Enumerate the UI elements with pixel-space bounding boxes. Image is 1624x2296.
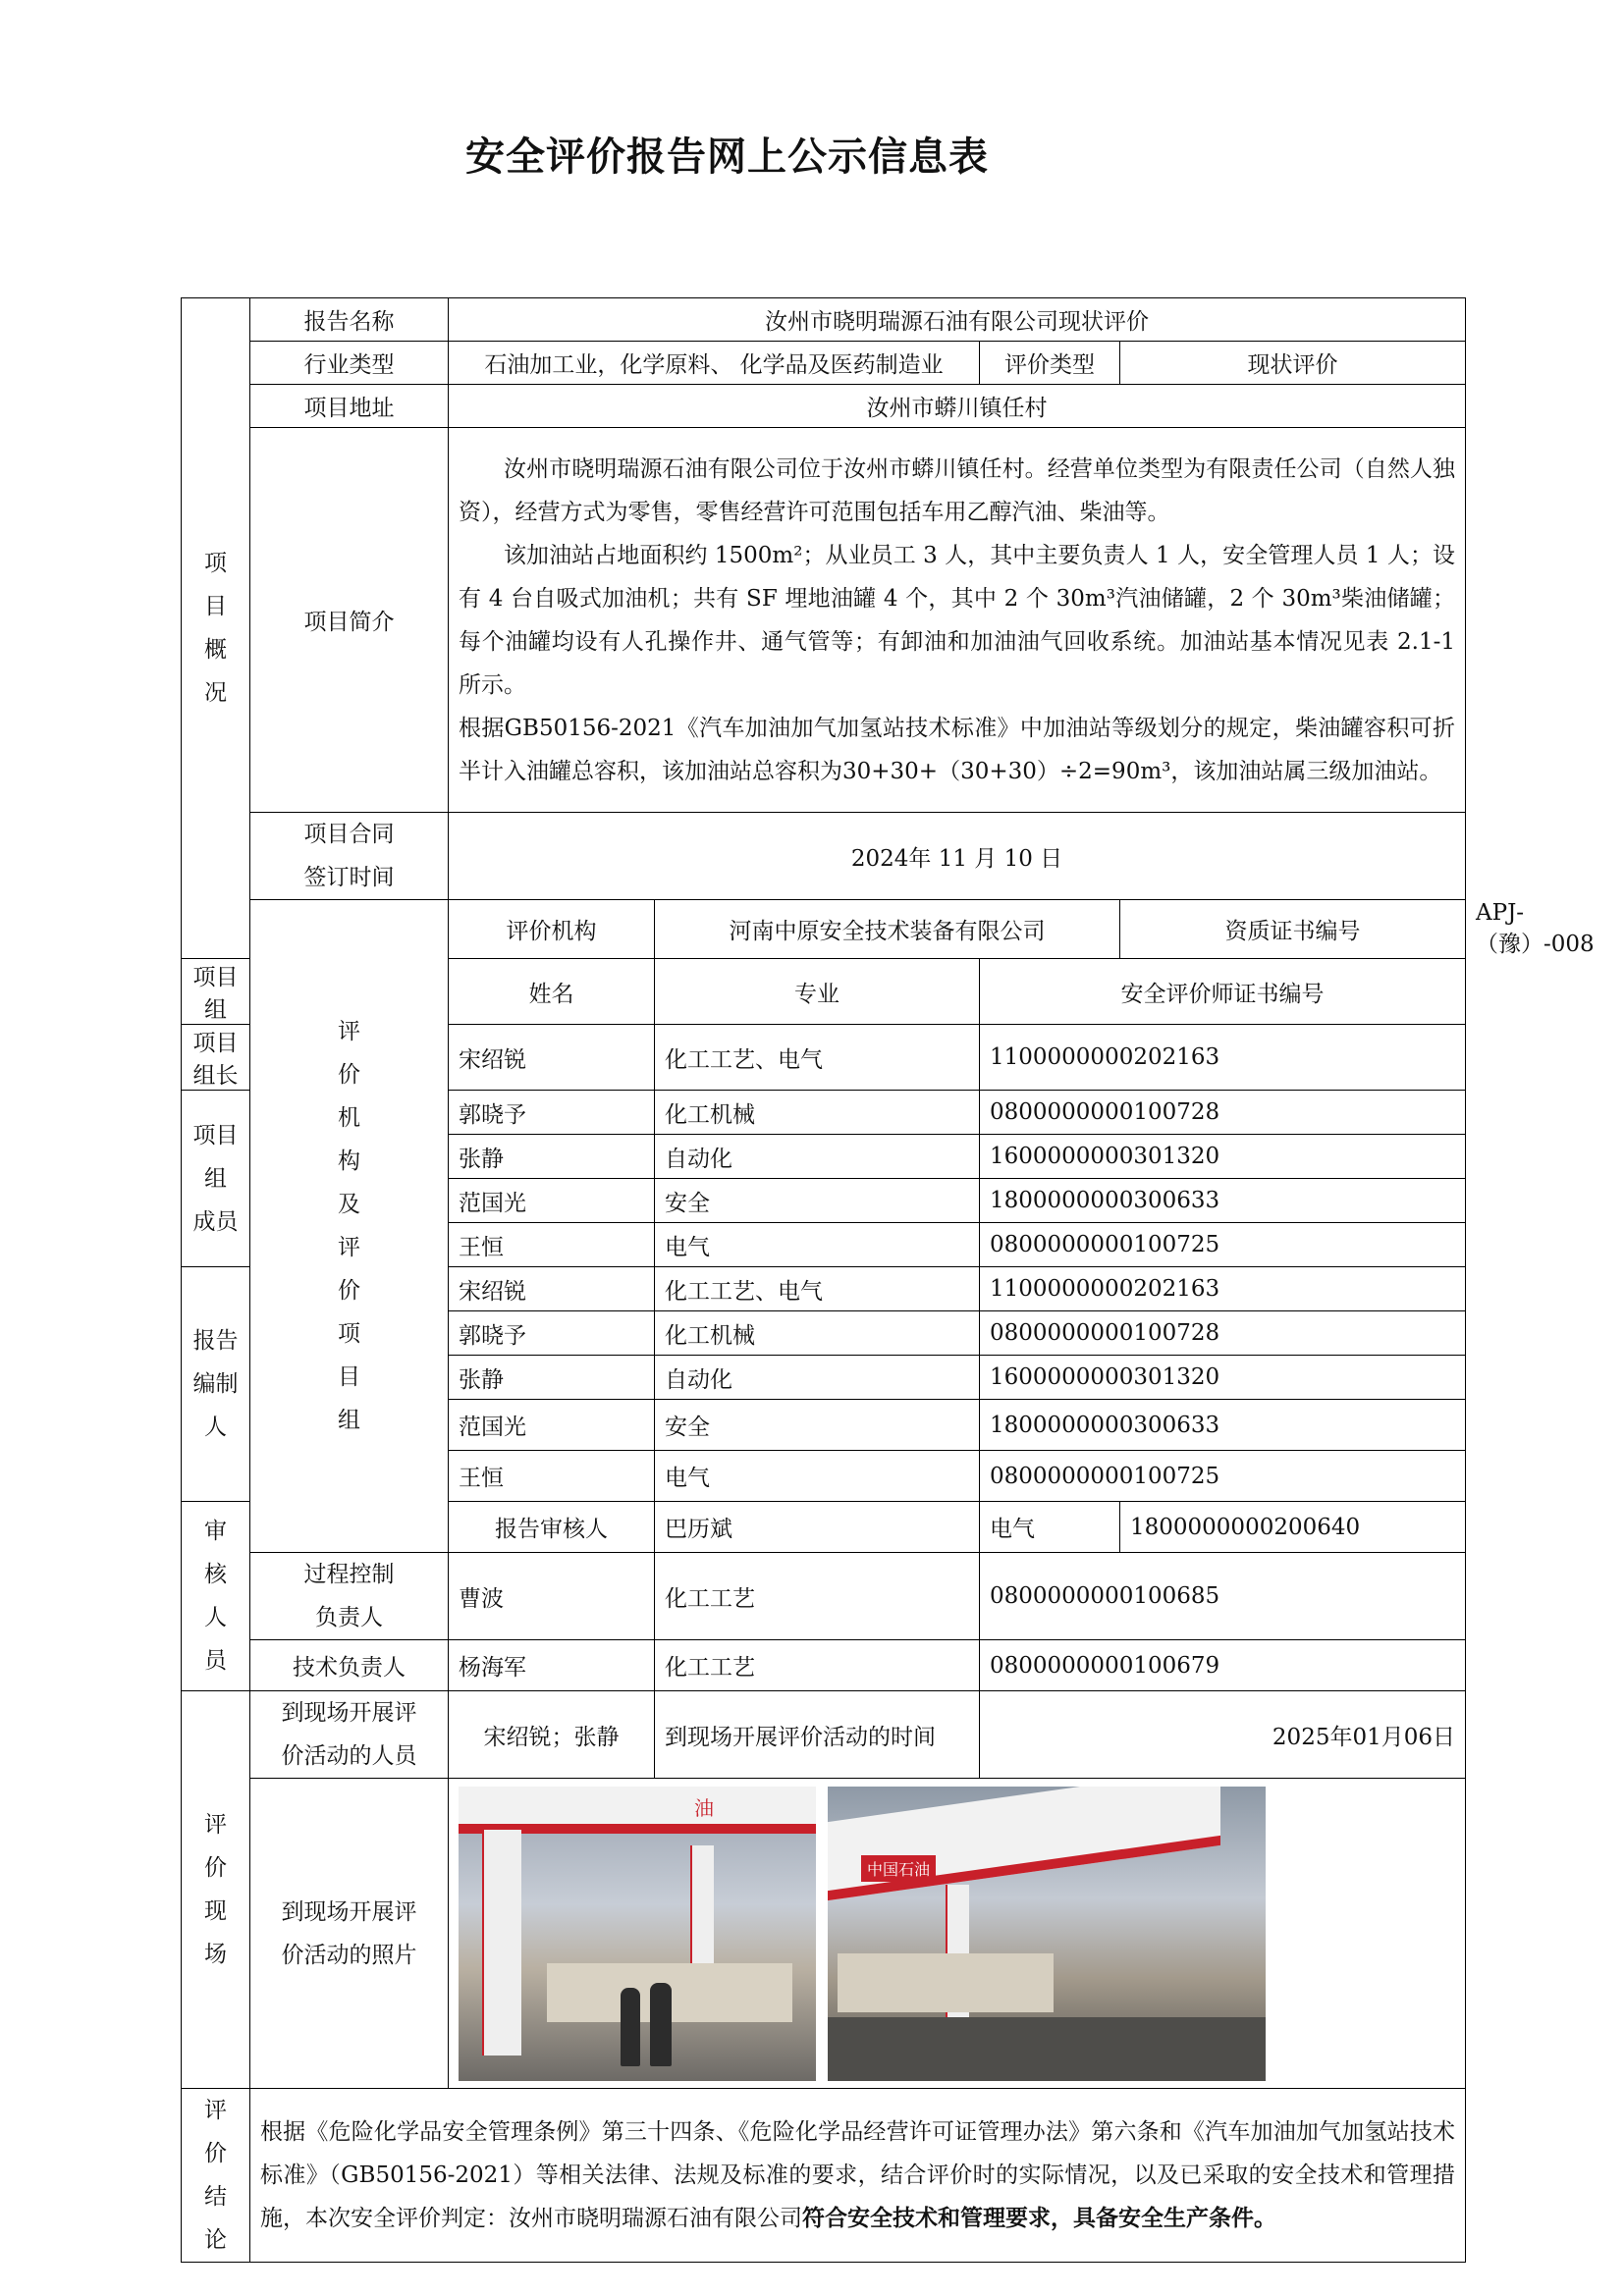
author-major: 化工机械 [655,1311,980,1356]
member-name: 郭晓予 [449,1091,655,1135]
report-name: 汝州市晓明瑞源石油有限公司现状评价 [449,298,1466,342]
pillar-shape [482,1830,521,2056]
section-label-char: 项 [338,1321,360,1347]
section-label-char: 评 [204,2098,227,2123]
section-label-char: 况 [204,680,227,706]
section-label-char: 人 [204,1605,227,1630]
authors-label: 报告 编制人 [182,1267,250,1502]
author-major: 电气 [655,1451,980,1502]
section-label-char: 及 [338,1192,360,1217]
project-intro [449,428,1466,813]
tech-name: 杨海军 [449,1640,655,1691]
member-major: 安全 [655,1179,980,1223]
member-major: 电气 [655,1223,980,1267]
intro-paragraph: 该加油站占地面积约 1500m²；从业员工 3 人，其中主要负责人 1 人，安全管理人员 1 人；设有 4 台自吸式加油机；共有 SF 埋地油罐 4 个，其中 2 个 30m³汽油储罐，2 个 30m³柴油储罐；每个油罐均设有人孔操作井、通气管等；有卸油和加油油气回收系统。加油站基本情况见表 2.1-1 所示。 [459,542,1455,698]
canopy-shape [459,1787,816,1834]
intro-paragraph: 汝州市晓明瑞源石油有限公司位于汝州市蟒川镇任村。经营单位类型为有限责任公司（自然人独资），经营方式为零售，零售经营许可范围包括车用乙醇汽油、柴油等。 [459,455,1455,525]
site-people-label: 到现场开展评 价活动的人员 [250,1691,449,1779]
section-label-char: 目 [338,1364,360,1390]
section-label-char: 价 [338,1278,360,1304]
page-title: 安全评价报告网上公示信息表 [465,134,989,180]
member-cert: 1800000000300633 [980,1179,1466,1223]
header-cert: 安全评价师证书编号 [980,959,1466,1025]
site-photo-label: 到现场开展评 价活动的照片 [250,1779,449,2089]
eval-type-label: 评价类型 [980,342,1120,385]
member-cert: 0800000000100725 [980,1223,1466,1267]
industry: 石油加工业，化学原料、 化学品及医药制造业 [449,342,980,385]
author-cert: 1600000000301320 [980,1356,1466,1400]
author-major: 化工工艺、电气 [655,1267,980,1311]
member-cert: 1600000000301320 [980,1135,1466,1179]
section-overview [182,298,250,959]
section-label-char: 员 [204,1648,227,1674]
section-label-char: 机 [338,1105,360,1131]
section-conclusion [182,2089,250,2263]
report-name-label: 报告名称 [250,298,449,342]
section-label-char: 评 [338,1019,360,1044]
section-label-char: 论 [204,2227,227,2253]
section-label-char: 组 [338,1408,360,1433]
section-label-char: 结 [204,2184,227,2210]
site-time-label: 到现场开展评价活动的时间 [655,1691,980,1779]
section-label-char: 构 [338,1148,360,1174]
reviewer-cert: 1800000000200640 [1120,1502,1466,1553]
intro-label: 项目简介 [250,428,449,813]
leader-label: 项目组长 [182,1025,250,1091]
section-label-char: 核 [204,1562,227,1587]
address: 汝州市蟒川镇任村 [449,385,1466,428]
section-reviewers [182,1502,250,1691]
author-name: 王恒 [449,1451,655,1502]
author-major: 安全 [655,1400,980,1451]
author-name: 宋绍锐 [449,1267,655,1311]
header-name: 姓名 [449,959,655,1025]
conclusion-bold: 符合安全技术和管理要求，具备安全生产条件。 [802,2205,1276,2231]
section-label-char: 价 [204,2141,227,2166]
tech-cert: 0800000000100679 [980,1640,1466,1691]
member-major: 自动化 [655,1135,980,1179]
process-label: 过程控制 负责人 [250,1553,449,1640]
section-label-char: 评 [338,1235,360,1260]
eval-type: 现状评价 [1120,342,1466,385]
member-cert: 0800000000100728 [980,1091,1466,1135]
author-name: 范国光 [449,1400,655,1451]
reviewer-major: 电气 [980,1502,1120,1553]
author-name: 张静 [449,1356,655,1400]
canopy-shape [828,1787,1220,1900]
process-major: 化工工艺 [655,1553,980,1640]
building-shape [838,1953,1054,2012]
contract-date: 2024年 11 月 10 日 [449,813,1466,900]
author-major: 自动化 [655,1356,980,1400]
section-label-char: 场 [204,1942,227,1967]
site-photo [828,1787,1266,2081]
info-table: 项 目 概 况 报告名称 汝州市晓明瑞源石油有限公司现状评价 行业类型 石油加工业，化学原料、 化学品及医药制造业 评价类型 现状评价 项目地址 汝州市蟒川镇任村 项目简介 汝州市晓明瑞源石油有限公司位于汝州市蟒川镇任村。经营单位类型为有限责任公司（自然人独资），经营方式为零售，零售经营许可范围包括车用乙醇汽油、柴油等。 该加油站占地面积约 1500m²；从业员工 3 人，其中主要负责人 1 人，安全管理人员 1 人；设有 4 台自吸式加油机；共有 SF 埋地油罐 4 个，其中 2 个 30m³汽油储罐，2 个 30m³柴油储罐；每个油罐均设有人孔操作井、通气管等；有卸油和加油油气回收系统。加油站基本情况见表 2.1-1 所示。 根据GB50156-2021《汽车加油加气加氢站技术标准》中加油站等级划分的规定，柴油罐容积可折半计入油罐总容积，该加油站总容积为30+30+（30+30）÷2=90m³，该加油站属三级加油站。 项目合同 签订时间 2024年 11 月 10 日 评 价 机 构 及 评 价 项 目 组 评价机构 河南中原安全技术装备有限公司 资质证书编号 APJ-（豫）-008 项目组 姓名 专业 安全评价师证书编号 项目组长 宋绍锐 化工工艺、电气 1100000000202163 项目组 成员 郭晓予 化工机械 0800000000100728 张静 自动化 1600000000301320 范国光 安全 1800000000300633 王恒 电气 0800000000100725 报告 编制人 宋绍锐 化工工艺、电气 1100000000202163 郭晓予 化工机械 0800000000100728 张静 自动化 1600000000301320 范国光 安全 1800000000300633 王恒 电气 0800000000100725 审 核 人 员 报告审核人 巴历斌 电气 1800000000200640 过程控制 负责人 曹波 化工工艺 0800000000100685 技术负责人 杨海军 化工工艺 0800000000100679 评 价 现 场 到现场开展评 价活动的人员 宋绍锐；张静 到现场开展评价活动的时间 2025年01月06日 到现场开展评 价活动的照片 油 中国石油 评 价 结 论 根据《危险化学品安全管理条例》第三十四条、《危险化学品经营许可证管理办法》第六条和《汽车加油加气加氢站技术标准》（GB50156-2021）等相关法律、法规及标准的要求，结合评价时的实际情况，以及已采取的安全技术和管理措施，本次安全评价判定：汝州市晓明瑞源石油有限公司符合安全技术和管理要求，具备安全生产条件。 [181,297,1466,2263]
site-people: 宋绍锐；张静 [449,1691,655,1779]
tech-major: 化工工艺 [655,1640,980,1691]
site-photos [449,1779,1466,2089]
member-major: 化工机械 [655,1091,980,1135]
author-cert: 0800000000100728 [980,1311,1466,1356]
leader-name: 宋绍锐 [449,1025,655,1091]
section-org [250,900,449,1553]
canopy-sign: 中国石油 [861,1855,936,1882]
process-name: 曹波 [449,1553,655,1640]
reviewer-name: 巴历斌 [655,1502,980,1553]
canopy-sign: 油 [694,1795,714,1820]
member-name: 张静 [449,1135,655,1179]
author-name: 郭晓予 [449,1311,655,1356]
leader-cert: 1100000000202163 [980,1025,1466,1091]
person-figure [650,1983,672,2066]
header-major: 专业 [655,959,980,1025]
intro-paragraph: 根据GB50156-2021《汽车加油加气加氢站技术标准》中加油站等级划分的规定，柴油罐容积可折半计入油罐总容积，该加油站总容积为30+30+（30+30）÷2=90m³，该加油站属三级加油站。 [459,715,1455,784]
section-label-char: 目 [204,594,227,619]
section-label-char: 现 [204,1898,227,1924]
site-time: 2025年01月06日 [980,1691,1466,1779]
person-figure [621,1988,640,2066]
header-group: 项目组 [182,959,250,1025]
ground-shape [828,2017,1266,2081]
section-label-char: 项 [204,551,227,576]
agency: 河南中原安全技术装备有限公司 [655,900,1120,959]
contract-label: 项目合同 签订时间 [250,813,449,900]
conclusion-text [250,2089,1466,2263]
section-label-char: 评 [204,1812,227,1838]
author-cert: 1800000000300633 [980,1400,1466,1451]
member-name: 王恒 [449,1223,655,1267]
member-name: 范国光 [449,1179,655,1223]
tech-label: 技术负责人 [250,1640,449,1691]
leader-major: 化工工艺、电气 [655,1025,980,1091]
members-label: 项目组 成员 [182,1091,250,1267]
address-label: 项目地址 [250,385,449,428]
agency-label: 评价机构 [449,900,655,959]
conclusion-body: 根据《危险化学品安全管理条例》第三十四条、《危险化学品经营许可证管理办法》第六条和《汽车加油加气加氢站技术标准》（GB50156-2021）等相关法律、法规及标准的要求，结合评价时的实际情况，以及已采取的安全技术和管理措施，本次安全评价判定：汝州市晓明瑞源石油有限公司 [260,2119,1455,2231]
section-label-char: 价 [204,1855,227,1881]
section-label-char: 审 [204,1519,227,1544]
section-label-char: 概 [204,637,227,663]
site-photo [459,1787,816,2081]
process-cert: 0800000000100685 [980,1553,1466,1640]
author-cert: 0800000000100725 [980,1451,1466,1502]
industry-label: 行业类型 [250,342,449,385]
cert-label: 资质证书编号 [1120,900,1466,959]
section-site [182,1691,250,2089]
author-cert: 1100000000202163 [980,1267,1466,1311]
section-label-char: 价 [338,1062,360,1088]
reviewer-label: 报告审核人 [449,1502,655,1553]
